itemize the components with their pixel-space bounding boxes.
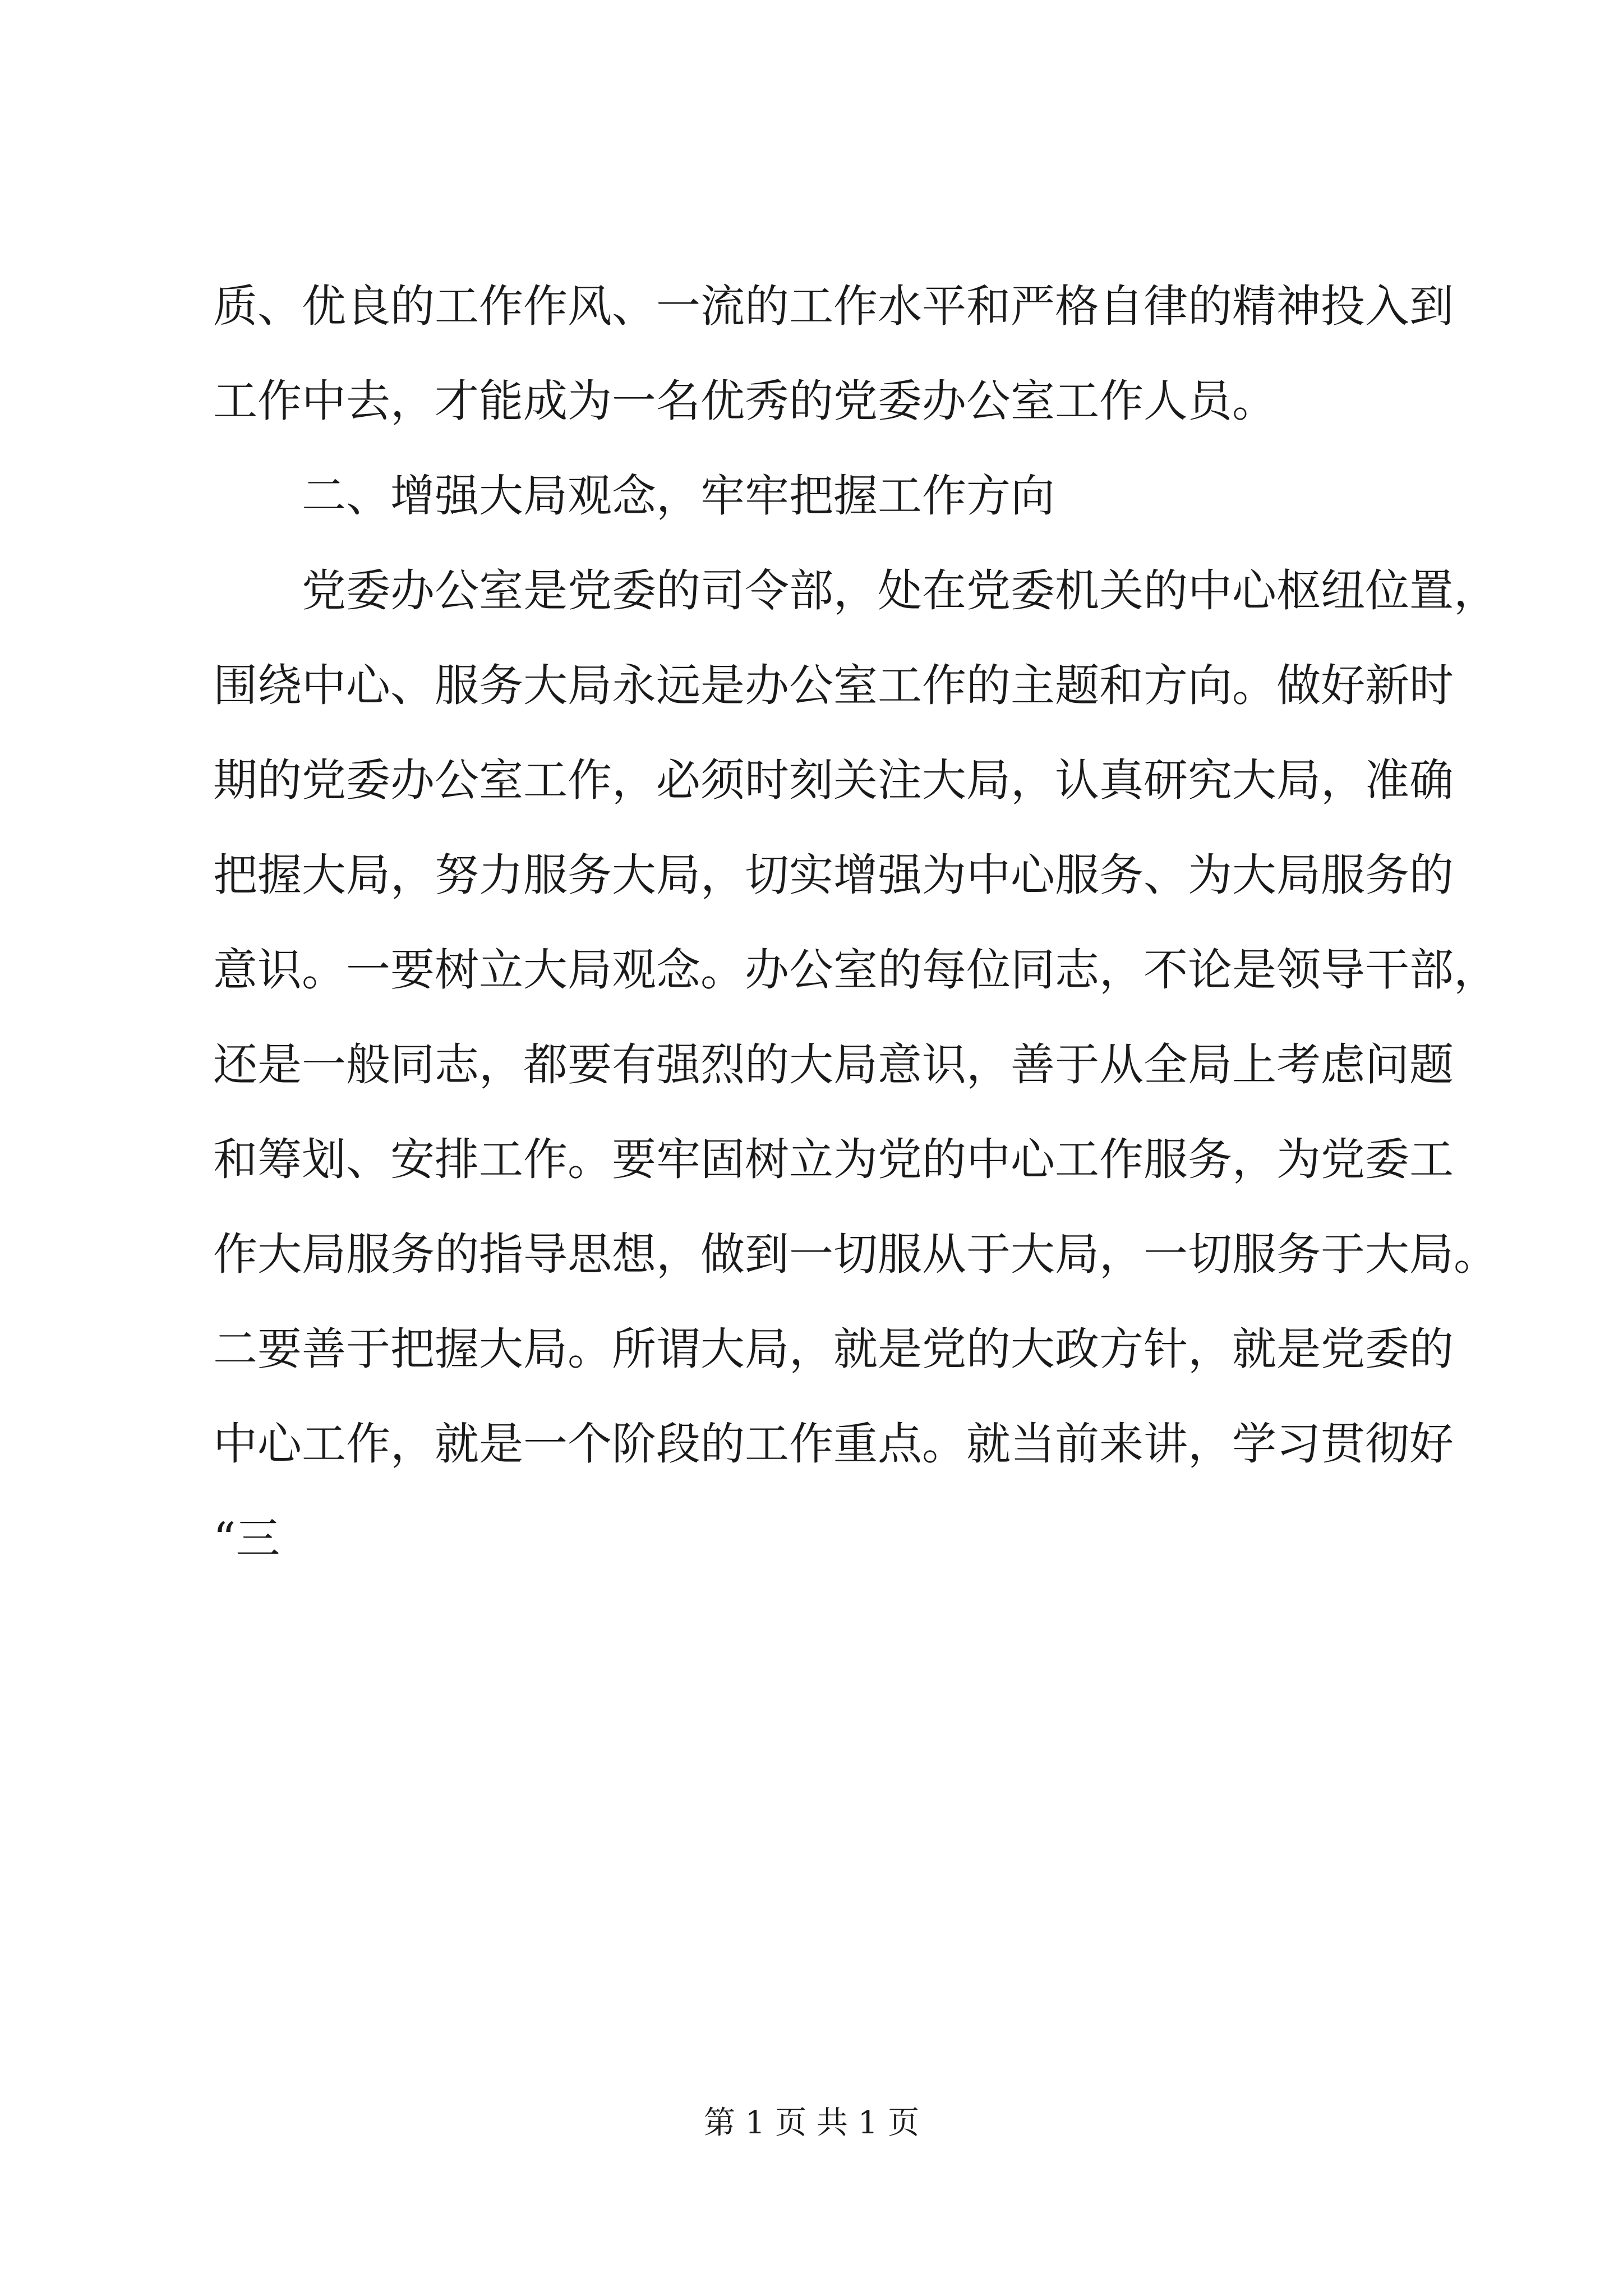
text-line: 质、优良的工作作风、一流的工作水平和严格自律的精神投入到 [213, 280, 1454, 332]
section-heading: 二、增强大局观念，牢牢把握工作方向 [302, 470, 1055, 522]
body-text [213, 259, 1498, 1586]
text-line: 作大局服务的指导思想，做到一切服从于大局，一切服务于大局。 [213, 1228, 1498, 1280]
text-line: 还是一般同志，都要有强烈的大局意识，善于从全局上考虑问题 [213, 1039, 1454, 1091]
text-line: 中心工作，就是一个阶段的工作重点。就当前来讲，学习贯彻好 [213, 1418, 1454, 1470]
text-line: 工作中去，才能成为一名优秀的党委办公室工作人员。 [213, 375, 1276, 427]
text-line: 把握大局，努力服务大局，切实增强为中心服务、为大局服务的 [213, 849, 1454, 901]
text-line: 围绕中心、服务大局永远是办公室工作的主题和方向。做好新时 [213, 660, 1454, 711]
text-line: 意识。一要树立大局观念。办公室的每位同志，不论是领导干部， [213, 944, 1498, 996]
text-line: 二要善于把握大局。所谓大局，就是党的大政方针，就是党委的 [213, 1323, 1454, 1375]
text-line: 和筹划、安排工作。要牢固树立为党的中心工作服务，为党委工 [213, 1134, 1454, 1185]
text-line: “三 [213, 1513, 280, 1565]
page-number-footer: 第 1 页 共 1 页 [703, 2105, 920, 2141]
text-line: 党委办公室是党委的司令部，处在党委机关的中心枢纽位置， [302, 565, 1498, 616]
text-line: 期的党委办公室工作，必须时刻关注大局，认真研究大局，准确 [213, 754, 1454, 806]
